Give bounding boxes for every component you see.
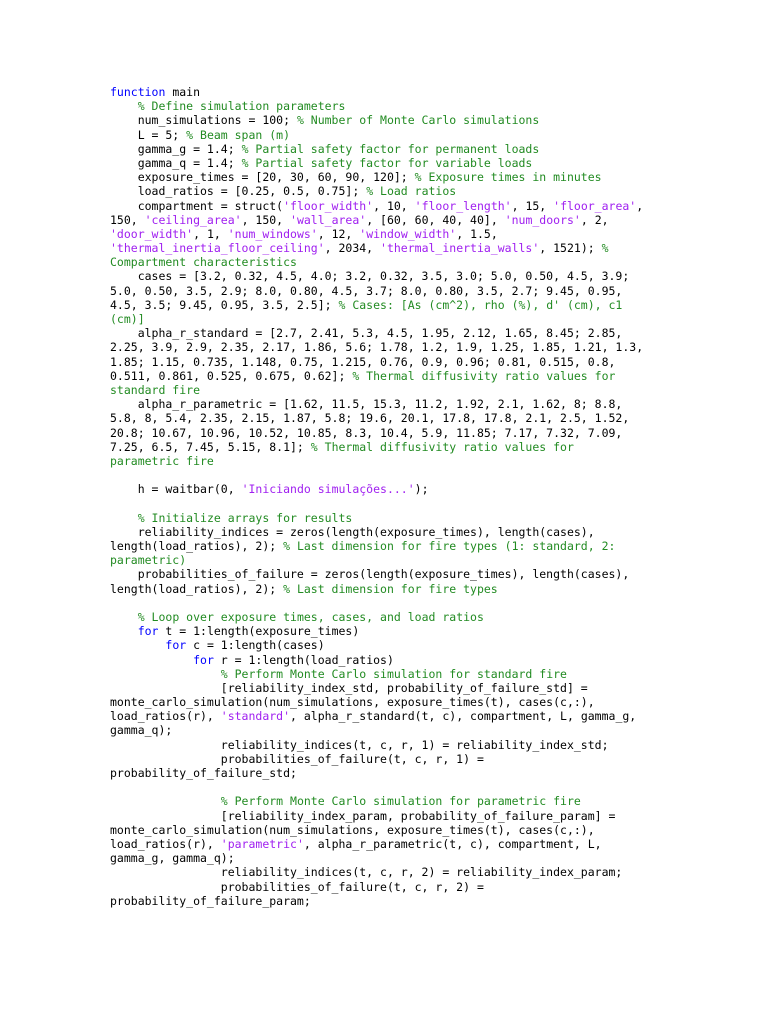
code-line xyxy=(110,681,643,695)
code-line xyxy=(110,582,643,596)
code-string: 'Iniciando simulações...' xyxy=(241,482,415,497)
code-line xyxy=(110,624,643,638)
code-text: cases = [3.2, 0.32, 4.5, 4.0; 3.2, 0.32, 3.5, 3.0; 5.0, 0.50, 4.5, 3.9; xyxy=(110,269,630,284)
code-line xyxy=(110,553,643,567)
code-text: , 10, xyxy=(373,198,415,213)
code-line xyxy=(110,340,643,354)
code-line xyxy=(110,482,643,496)
code-comment: % Number of Monte Carlo simulations xyxy=(296,113,540,128)
code-text: 2.25, 3.9, 2.9, 2.35, 2.17, 1.86, 5.6; 1.78, 1.2, 1.9, 1.25, 1.85, 1.21, 1.3, xyxy=(110,340,644,355)
code-line xyxy=(110,213,643,227)
code-string: 'floor_width' xyxy=(283,198,374,213)
code-line xyxy=(110,383,643,397)
matlab-code-listing xyxy=(110,85,643,908)
code-string: 'wall_area' xyxy=(290,212,367,227)
code-string: 'num_doors' xyxy=(504,212,581,227)
code-line xyxy=(110,284,643,298)
code-line xyxy=(110,326,643,340)
code-line xyxy=(110,468,643,482)
code-text: exposure_times = [20, 30, 60, 90, 120]; xyxy=(110,170,415,185)
code-text: , xyxy=(636,198,644,213)
code-line xyxy=(110,738,643,752)
code-string: 'floor_length' xyxy=(414,198,512,213)
code-line xyxy=(110,837,643,851)
code-text: , 12, xyxy=(317,226,360,241)
code-string: 'door_width' xyxy=(110,226,194,241)
code-text xyxy=(110,99,138,113)
code-text: main xyxy=(165,85,201,99)
code-text xyxy=(110,511,138,525)
code-line xyxy=(110,397,643,411)
code-text: 1.85; 1.15, 0.735, 1.148, 0.75, 1.215, 0.76, 0.9, 0.96; 0.81, 0.515, 0.8, xyxy=(110,354,616,369)
code-comment: % Load ratios xyxy=(366,184,457,199)
code-line xyxy=(110,539,643,553)
code-line xyxy=(110,113,643,127)
code-line xyxy=(110,695,643,709)
code-line xyxy=(110,610,643,624)
code-text: , 1521); xyxy=(539,241,602,256)
code-text: gamma_g = 1.4; xyxy=(110,141,242,156)
code-text: , 1, xyxy=(193,226,228,241)
code-text: 5.8, 8, 5.4, 2.35, 2.15, 1.87, 5.8; 19.6, 20.1, 17.8, 17.8, 2.1, 2.5, 1.52, xyxy=(110,411,630,426)
code-text: load_ratios = [0.25, 0.5, 0.75]; xyxy=(110,184,367,199)
code-comment: % Partial safety factor for permanent loads xyxy=(241,141,540,156)
code-line xyxy=(110,496,643,510)
code-text: c = 1:length(cases) xyxy=(186,638,325,653)
code-comment: % Perform Monte Carlo simulation for standard fire xyxy=(220,666,567,681)
code-text: r = 1:length(load_ratios) xyxy=(213,652,394,667)
code-text: length(load_ratios), 2); xyxy=(110,581,284,596)
code-text: alpha_r_standard = [2.7, 2.41, 5.3, 4.5, 1.95, 2.12, 1.65, 8.45; 2.85, xyxy=(110,326,623,341)
code-line xyxy=(110,794,643,808)
code-line xyxy=(110,525,643,539)
code-line xyxy=(110,709,643,723)
code-comment: % Cases: [As (cm^2), rho (%), d' (cm), c1 xyxy=(338,297,623,312)
code-line xyxy=(110,567,643,581)
code-keyword: for xyxy=(165,638,187,653)
code-text: , 1.5, xyxy=(456,226,498,241)
code-line xyxy=(110,752,643,766)
code-text: , 15, xyxy=(511,198,554,213)
code-text: ); xyxy=(414,482,429,497)
code-text: monte_carlo_simulation(num_simulations, exposure_times(t), cases(c,:), xyxy=(110,822,595,837)
code-line xyxy=(110,369,643,383)
code-line xyxy=(110,454,643,468)
code-text: 4.5, 3.5; 9.45, 0.95, 3.5, 2.5]; xyxy=(110,297,339,312)
code-text xyxy=(110,624,138,638)
code-line xyxy=(110,298,643,312)
code-line xyxy=(110,184,643,198)
code-text: gamma_q); xyxy=(110,723,173,738)
code-text: probabilities_of_failure(t, c, r, 2) = xyxy=(110,879,484,894)
code-line xyxy=(110,411,643,425)
code-line xyxy=(110,355,643,369)
code-line xyxy=(110,809,643,823)
code-keyword: for xyxy=(137,624,159,639)
code-text: probabilities_of_failure = zeros(length(exposure_times), length(cases), xyxy=(110,567,630,582)
code-line xyxy=(110,142,643,156)
code-line xyxy=(110,723,643,737)
code-comment: % Last dimension for fire types xyxy=(283,581,498,596)
code-line xyxy=(110,241,643,255)
code-text: reliability_indices(t, c, r, 2) = reliability_index_param; xyxy=(110,865,623,880)
code-line xyxy=(110,596,643,610)
code-text: L = 5; xyxy=(110,127,187,142)
code-text: load_ratios(r), xyxy=(110,709,221,724)
code-comment: % Perform Monte Carlo simulation for parametric fire xyxy=(220,794,581,809)
code-keyword: function xyxy=(110,85,166,99)
code-line xyxy=(110,638,643,652)
code-text xyxy=(110,653,193,667)
code-comment: Compartment characteristics xyxy=(110,255,297,270)
code-string: 'thermal_inertia_walls' xyxy=(380,241,540,256)
code-text: , alpha_r_standard(t, c), compartment, L, gamma_g, xyxy=(290,709,637,724)
code-text: probabilities_of_failure(t, c, r, 1) = xyxy=(110,751,484,766)
code-text: [reliability_index_param, probability_of_failure_param] = xyxy=(110,808,616,823)
code-text: reliability_indices(t, c, r, 1) = reliability_index_std; xyxy=(110,737,609,752)
code-line xyxy=(110,780,643,794)
code-text xyxy=(110,794,221,808)
code-comment: % Define simulation parameters xyxy=(137,99,346,114)
code-comment: standard fire xyxy=(110,382,201,397)
code-line xyxy=(110,128,643,142)
code-string: 'standard' xyxy=(220,709,291,724)
code-text: alpha_r_parametric = [1.62, 11.5, 15.3, 11.2, 1.92, 2.1, 1.62, 8; 8.8, xyxy=(110,397,623,412)
code-text: , 2034, xyxy=(324,241,381,256)
code-line xyxy=(110,823,643,837)
code-line xyxy=(110,766,643,780)
code-text: probability_of_failure_param; xyxy=(110,893,311,908)
code-text: t = 1:length(exposure_times) xyxy=(158,624,360,639)
code-keyword: for xyxy=(193,652,214,667)
code-line xyxy=(110,851,643,865)
code-text xyxy=(110,638,165,652)
code-comment: parametric fire xyxy=(110,453,214,468)
code-text: , [60, 60, 40, 40], xyxy=(366,212,505,227)
code-text: , 150, xyxy=(241,212,291,227)
code-line xyxy=(110,880,643,894)
code-comment: % Beam span (m) xyxy=(186,127,291,142)
code-text: , alpha_r_parametric(t, c), compartment, L, xyxy=(303,836,602,851)
code-line xyxy=(110,269,643,283)
code-line xyxy=(110,312,643,326)
code-line xyxy=(110,653,643,667)
code-text: compartment = struct( xyxy=(110,198,284,213)
code-line xyxy=(110,894,643,908)
code-string: 'parametric' xyxy=(220,836,304,851)
code-comment: % Loop over exposure times, cases, and load ratios xyxy=(137,609,484,624)
code-text: length(load_ratios), 2); xyxy=(110,539,284,553)
code-text: num_simulations = 100; xyxy=(110,113,297,128)
code-line xyxy=(110,156,643,170)
code-comment: (cm)] xyxy=(110,312,145,326)
code-line xyxy=(110,255,643,269)
code-line xyxy=(110,440,643,454)
code-string: 'floor_area' xyxy=(553,198,637,213)
code-text: h = waitbar(0, xyxy=(110,482,242,497)
code-comment: % Partial safety factor for variable loads xyxy=(241,155,533,170)
code-string: 'window_width' xyxy=(359,226,457,241)
code-comment: % Thermal diffusivity ratio values for xyxy=(352,368,616,383)
code-text: reliability_indices = zeros(length(exposure_times), length(cases), xyxy=(110,524,595,539)
code-text: gamma_g, gamma_q); xyxy=(110,851,235,866)
code-text xyxy=(110,610,138,624)
code-text: 5.0, 0.50, 3.5, 2.9; 8.0, 0.80, 4.5, 3.7; 8.0, 0.80, 3.5, 2.7; 9.45, 0.95, xyxy=(110,283,623,298)
code-line xyxy=(110,426,643,440)
code-line xyxy=(110,99,643,113)
code-text: [reliability_index_std, probability_of_failure_std] = xyxy=(110,680,588,695)
code-string: 'ceiling_area' xyxy=(144,212,242,227)
code-comment: parametric) xyxy=(110,553,187,568)
code-text xyxy=(110,667,221,681)
code-text: load_ratios(r), xyxy=(110,836,221,851)
code-line xyxy=(110,511,643,525)
code-line xyxy=(110,170,643,184)
code-comment: % Thermal diffusivity ratio values for xyxy=(310,439,574,454)
code-text: 0.511, 0.861, 0.525, 0.675, 0.62]; xyxy=(110,368,353,383)
code-text: 7.25, 6.5, 7.45, 5.15, 8.1]; xyxy=(110,439,311,454)
code-comment: % Initialize arrays for results xyxy=(137,510,353,525)
code-text: monte_carlo_simulation(num_simulations, exposure_times(t), cases(c,:), xyxy=(110,695,595,710)
code-text: 20.8; 10.67, 10.96, 10.52, 10.85, 8.3, 10.4, 5.9, 11.85; 7.17, 7.32, 7.09, xyxy=(110,425,623,440)
code-line xyxy=(110,199,643,213)
code-text: gamma_q = 1.4; xyxy=(110,155,242,170)
code-line xyxy=(110,85,643,99)
code-string: 'num_windows' xyxy=(227,226,318,241)
code-comment: % Exposure times in minutes xyxy=(414,170,602,185)
code-text: 150, xyxy=(110,212,145,227)
code-comment: % Last dimension for fire types (1: standard, 2: xyxy=(283,539,616,553)
code-text: probability_of_failure_std; xyxy=(110,766,297,780)
code-string: 'thermal_inertia_floor_ceiling' xyxy=(110,241,325,256)
code-line xyxy=(110,227,643,241)
code-line xyxy=(110,865,643,879)
code-text: , 2, xyxy=(580,212,609,227)
code-comment: % xyxy=(601,241,609,256)
code-line xyxy=(110,667,643,681)
